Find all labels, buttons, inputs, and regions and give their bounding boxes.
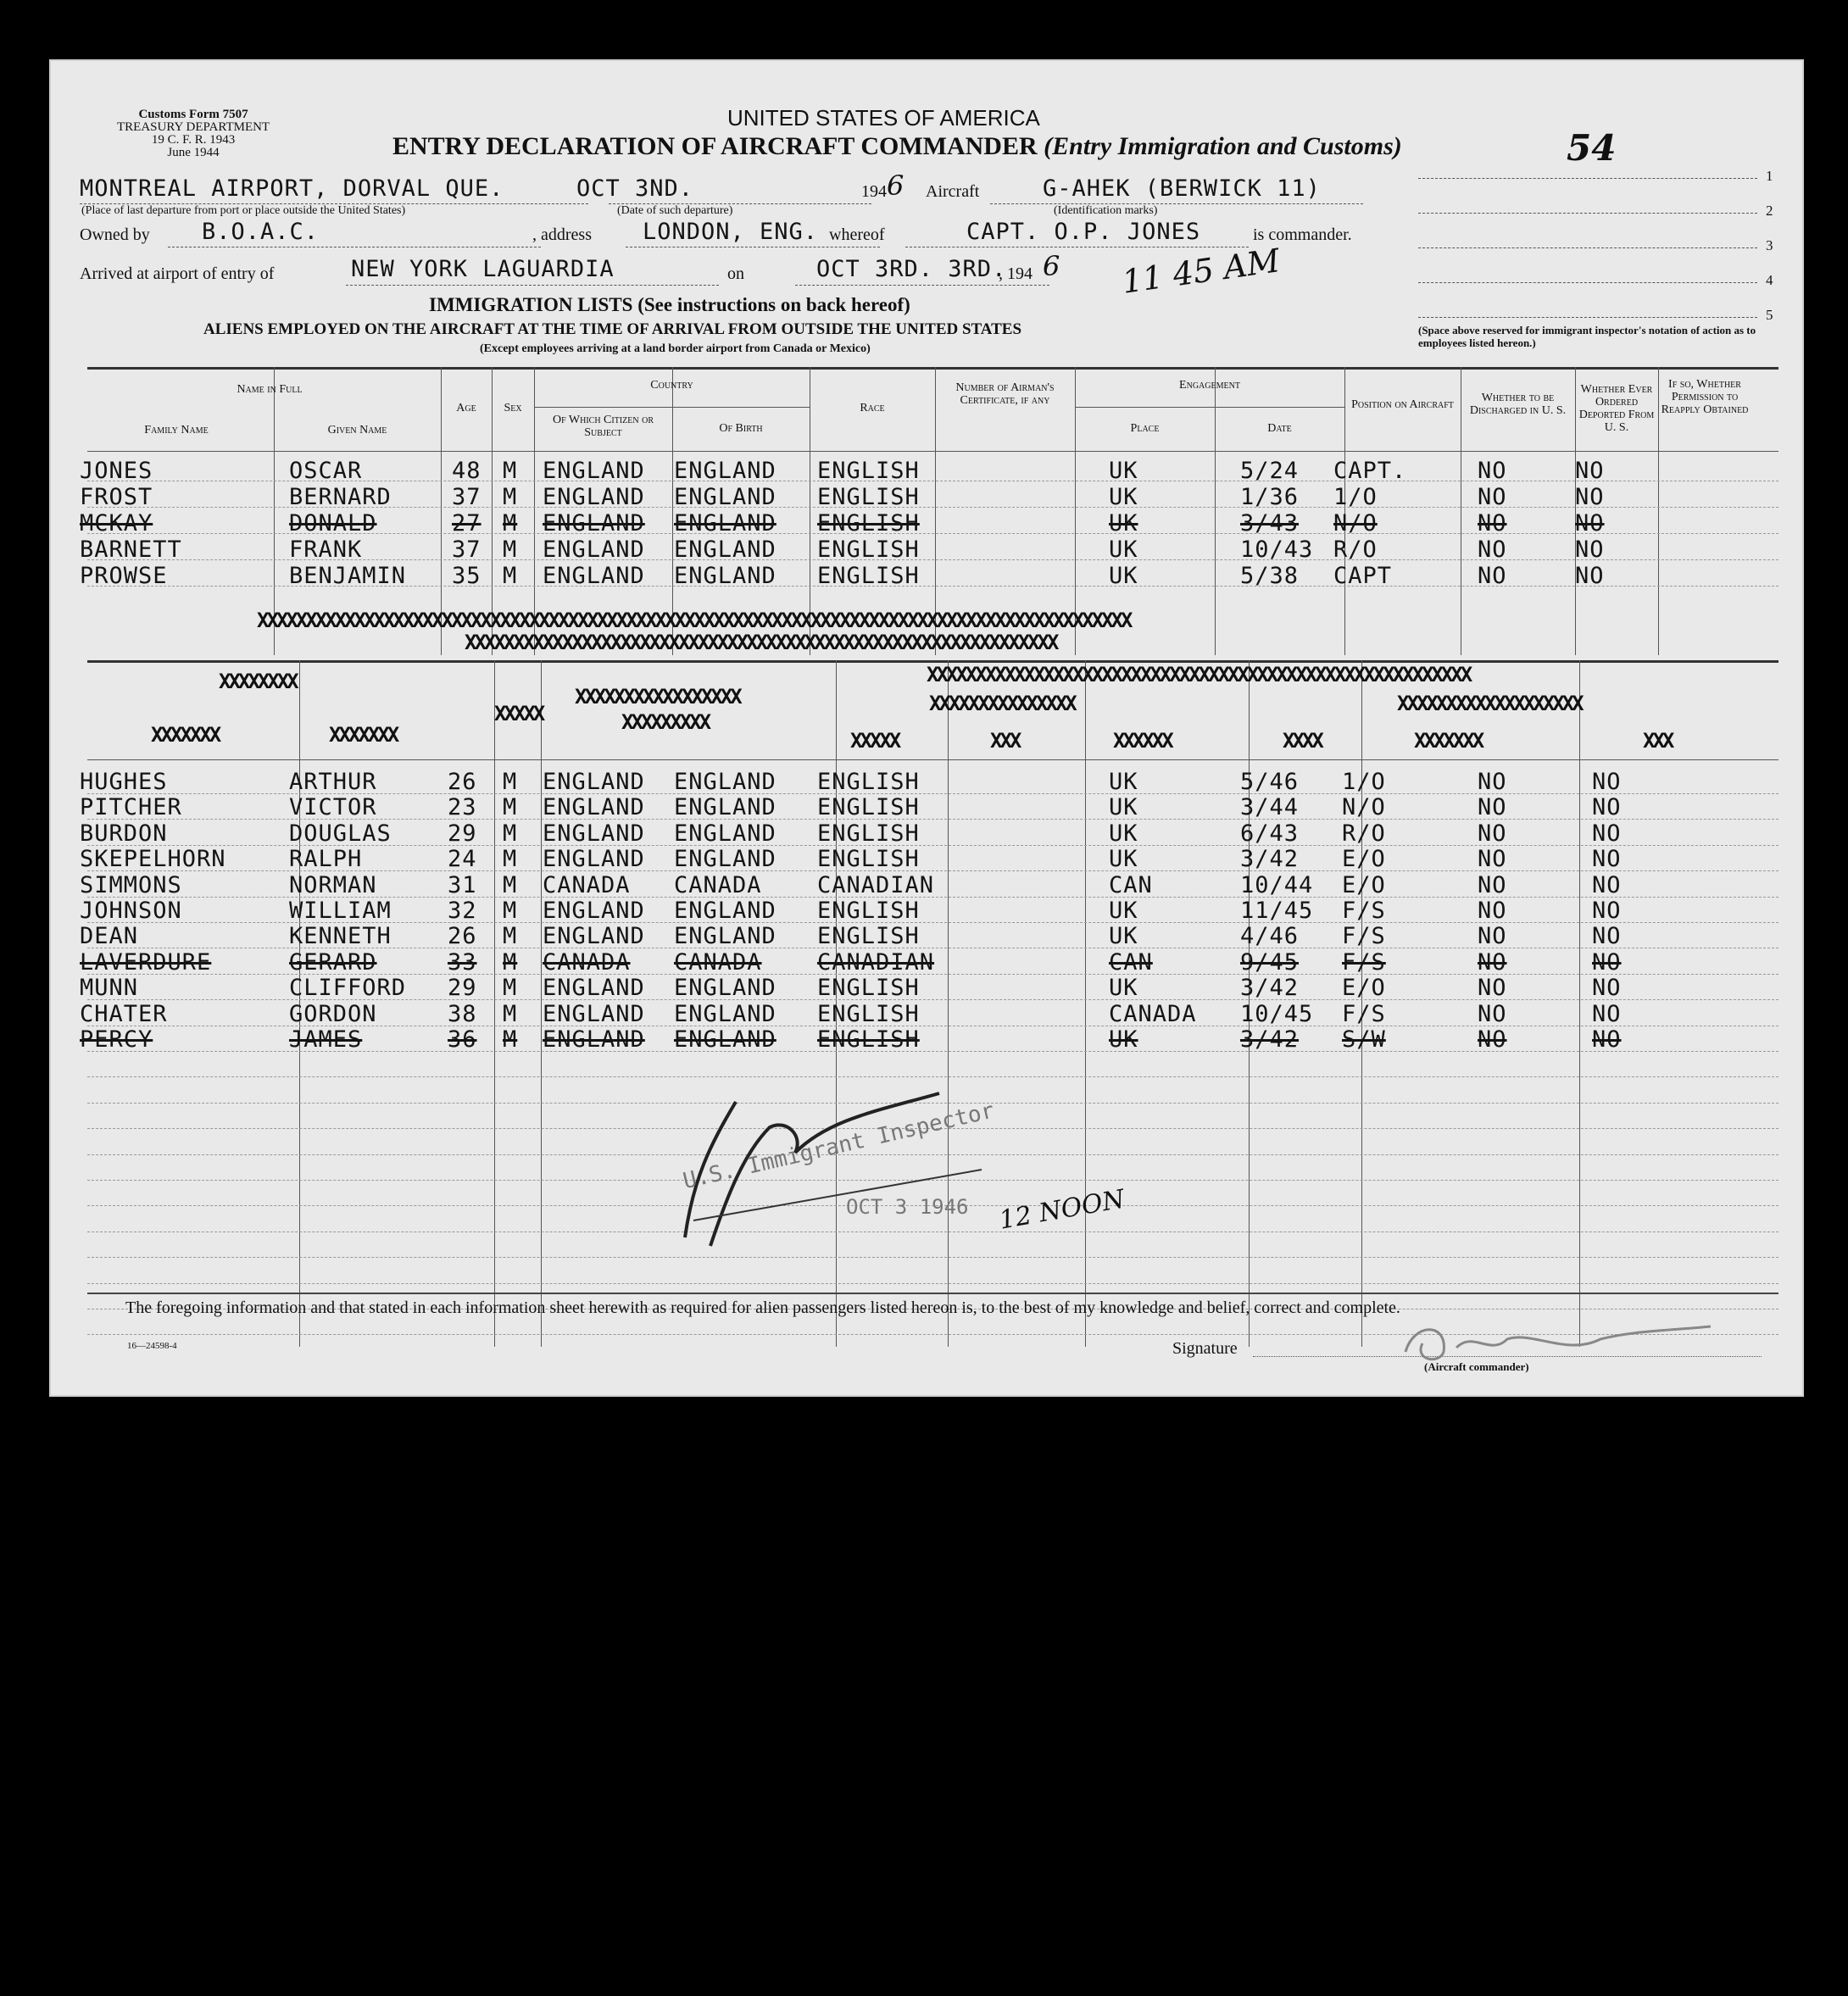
cell-given: BENJAMIN: [289, 563, 407, 589]
cell-discharged: NO: [1478, 923, 1507, 950]
cell-sex: M: [503, 537, 518, 563]
cell-deported: NO: [1592, 898, 1622, 924]
cell-discharged: NO: [1478, 510, 1507, 537]
cell-sex: M: [503, 563, 518, 589]
whereof-label: whereof: [829, 225, 885, 244]
header-sex: Sex: [504, 402, 522, 414]
cell-citizen: ENGLAND: [543, 1026, 645, 1053]
cell-position: F/S: [1342, 898, 1386, 924]
cell-given: ARTHUR: [289, 769, 377, 795]
cell-sex: M: [503, 975, 518, 1002]
cell-deported: NO: [1592, 846, 1622, 873]
cell-family: DEAN: [80, 923, 139, 950]
header-name-in-full: Name in Full: [237, 383, 303, 396]
cell-birth: ENGLAND: [674, 846, 776, 873]
departure-date-caption: (Date of such departure): [617, 204, 733, 217]
cell-discharged: NO: [1478, 537, 1507, 563]
form-subtitle: (Entry Immigration and Customs): [1044, 132, 1402, 160]
cell-given: GORDON: [289, 1000, 377, 1027]
print-code: 16—24598-4: [127, 1341, 177, 1351]
cell-race: ENGLISH: [817, 975, 920, 1002]
cell-deported: NO: [1592, 948, 1622, 976]
reserved-line: [1418, 213, 1757, 214]
cell-sex: M: [503, 484, 518, 510]
cell-birth: CANADA: [674, 871, 762, 898]
cell-date: 11/45: [1240, 898, 1314, 924]
cell-sex: M: [503, 898, 518, 924]
cell-position: R/O: [1342, 820, 1386, 847]
cell-citizen: ENGLAND: [543, 537, 645, 563]
commander-label: is commander.: [1253, 225, 1352, 244]
cell-citizen: ENGLAND: [543, 898, 645, 924]
cell-deported: NO: [1592, 871, 1622, 898]
header-given-name: Given Name: [327, 424, 387, 436]
cell-age: 27: [452, 510, 481, 537]
cell-discharged: NO: [1478, 820, 1507, 847]
cell-given: BERNARD: [289, 484, 392, 510]
cell-family: MUNN: [80, 975, 139, 1002]
cell-place: UK: [1109, 923, 1138, 950]
cell-citizen: ENGLAND: [543, 846, 645, 873]
column-rule: [494, 660, 495, 1347]
cell-position: F/S: [1342, 923, 1386, 950]
header-age: Age: [456, 402, 476, 414]
column-rule: [1579, 660, 1580, 1347]
form-title-main: ENTRY DECLARATION OF AIRCRAFT COMMANDER: [392, 132, 1038, 160]
cell-sex: M: [503, 794, 518, 821]
arrival-time-note: 11 45 AM: [1119, 242, 1283, 301]
immigration-subtitle: ALIENS EMPLOYED ON THE AIRCRAFT AT THE TIME OF ARRIVAL FROM OUTSIDE THE UNITED STATES: [203, 320, 1022, 338]
cell-date: 3/42: [1240, 846, 1300, 873]
cell-position: F/S: [1342, 948, 1386, 976]
cell-deported: NO: [1575, 484, 1605, 510]
reserved-note: (Space above reserved for immigrant inspector's notation of action as to employees listed hereon.): [1418, 324, 1756, 349]
reserved-line-number: 5: [1766, 307, 1773, 323]
cell-birth: ENGLAND: [674, 458, 776, 484]
cell-deported: NO: [1592, 975, 1622, 1002]
cell-race: CANADIAN: [817, 948, 935, 976]
cell-race: CANADIAN: [817, 871, 935, 898]
cell-citizen: ENGLAND: [543, 975, 645, 1002]
reserved-line: [1418, 282, 1757, 283]
cell-position: 1/O: [1342, 769, 1386, 795]
header-deported: Whether Ever Ordered Deported From U. S.: [1578, 383, 1655, 434]
cell-date: 5/24: [1240, 458, 1300, 484]
cell-date: 5/38: [1240, 563, 1300, 589]
cell-given: DONALD: [289, 510, 377, 537]
cell-given: JAMES: [289, 1026, 363, 1053]
reserved-line-number: 2: [1766, 203, 1773, 219]
cell-sex: M: [503, 948, 518, 976]
cell-given: RALPH: [289, 846, 363, 873]
cell-sex: M: [503, 923, 518, 950]
cell-discharged: NO: [1478, 794, 1507, 821]
reserved-line-number: 4: [1766, 272, 1773, 288]
cell-citizen: ENGLAND: [543, 820, 645, 847]
cell-discharged: NO: [1478, 1000, 1507, 1027]
column-rule: [1215, 367, 1216, 655]
cell-family: SKEPELHORN: [80, 846, 226, 873]
cell-sex: M: [503, 458, 518, 484]
cell-family: PROWSE: [80, 563, 168, 589]
cell-birth: ENGLAND: [674, 563, 776, 589]
cell-discharged: NO: [1478, 484, 1507, 510]
header-position: Position on Aircraft: [1351, 398, 1454, 411]
reserved-line: [1418, 178, 1757, 179]
cell-place: UK: [1109, 846, 1138, 873]
cell-age: 35: [452, 563, 481, 589]
cell-date: 3/42: [1240, 1026, 1300, 1053]
cell-citizen: ENGLAND: [543, 923, 645, 950]
cell-deported: NO: [1592, 923, 1622, 950]
column-rule: [1085, 660, 1086, 1347]
cell-given: GERARD: [289, 948, 377, 976]
column-rule: [541, 660, 542, 1347]
cell-birth: ENGLAND: [674, 820, 776, 847]
cell-date: 4/46: [1240, 923, 1300, 950]
header-reapply: If so, Whether Permission to Reapply Obtained: [1661, 378, 1749, 416]
cell-position: F/S: [1342, 1000, 1386, 1027]
cell-given: KENNETH: [289, 923, 392, 950]
cell-place: CANADA: [1109, 1000, 1197, 1027]
declaration-text: The foregoing information and that stated in each information sheet herewith as required for alien passengers listed hereon is, to the best of my knowledge and belief, correct and complete.: [125, 1298, 1400, 1317]
cell-sex: M: [503, 871, 518, 898]
cell-family: JOHNSON: [80, 898, 182, 924]
cell-discharged: NO: [1478, 975, 1507, 1002]
reserved-line: [1418, 317, 1757, 318]
country-title: UNITED STATES OF AMERICA: [727, 105, 1040, 131]
cell-position: 1/O: [1333, 484, 1378, 510]
cell-deported: NO: [1575, 510, 1605, 537]
arrival-year-digit: 6: [1043, 250, 1060, 282]
cell-birth: ENGLAND: [674, 1000, 776, 1027]
cell-place: UK: [1109, 769, 1138, 795]
cell-place: UK: [1109, 563, 1138, 589]
reserved-line: [1418, 247, 1757, 248]
owner-name: B.O.A.C.: [202, 219, 320, 245]
cell-citizen: ENGLAND: [543, 563, 645, 589]
cell-discharged: NO: [1478, 769, 1507, 795]
cell-place: CAN: [1109, 871, 1153, 898]
header-bottom-rule: [87, 451, 1778, 452]
cell-race: ENGLISH: [817, 794, 920, 821]
cell-discharged: NO: [1478, 871, 1507, 898]
cell-citizen: ENGLAND: [543, 458, 645, 484]
cell-age: 38: [448, 1000, 477, 1027]
stamp-title: U.S. Immigrant Inspector: [681, 1098, 997, 1195]
aircraft-caption: (Identification marks): [1054, 204, 1158, 217]
cell-date: 10/43: [1240, 537, 1314, 563]
reserved-line-number: 3: [1766, 237, 1773, 253]
table-top-rule: [87, 367, 1778, 370]
cell-deported: NO: [1575, 563, 1605, 589]
cell-birth: CANADA: [674, 948, 762, 976]
cell-citizen: ENGLAND: [543, 510, 645, 537]
cell-family: PERCY: [80, 1026, 153, 1053]
cell-race: ENGLISH: [817, 458, 920, 484]
cell-age: 29: [448, 975, 477, 1002]
cell-date: 3/44: [1240, 794, 1300, 821]
reserved-line-number: 1: [1766, 168, 1773, 184]
cell-race: ENGLISH: [817, 510, 920, 537]
cell-citizen: CANADA: [543, 871, 631, 898]
cell-age: 26: [448, 923, 477, 950]
department: TREASURY DEPARTMENT: [117, 120, 270, 134]
cell-given: NORMAN: [289, 871, 377, 898]
cell-birth: ENGLAND: [674, 769, 776, 795]
crossed-out-heading-1: XXXXXXXXXXXXXXXXXXXXXXXXXXXXXXXXXXXXXXXXXXXXXXXXXXXXXXXXXXXXXXXXXXXXXXXXXXXXXXXXXXXXXXXXXX: [257, 609, 1131, 632]
cell-age: 29: [448, 820, 477, 847]
cell-birth: ENGLAND: [674, 975, 776, 1002]
cell-family: BARNETT: [80, 537, 182, 563]
stamp-date: OCT 3 1946: [846, 1195, 969, 1219]
arrival-label: Arrived at airport of entry of: [80, 264, 275, 283]
cell-citizen: ENGLAND: [543, 484, 645, 510]
cell-position: E/O: [1342, 975, 1386, 1002]
cell-discharged: NO: [1478, 948, 1507, 976]
engagement-rule: [1075, 407, 1344, 408]
cell-date: 5/46: [1240, 769, 1300, 795]
cell-race: ENGLISH: [817, 1026, 920, 1053]
form-number-block: [117, 108, 270, 159]
cell-citizen: ENGLAND: [543, 1000, 645, 1027]
cfr: 19 C. F. R. 1943: [151, 133, 236, 147]
cell-race: ENGLISH: [817, 537, 920, 563]
owned-by-label: Owned by: [80, 225, 150, 244]
cell-citizen: ENGLAND: [543, 794, 645, 821]
crossed-out-subheader: XXXXXXXX: [219, 670, 297, 693]
cell-position: CAPT: [1333, 563, 1393, 589]
cell-age: 26: [448, 769, 477, 795]
edition: June 1944: [167, 146, 220, 159]
subheader-bottom-rule: [87, 759, 1778, 760]
cell-place: UK: [1109, 794, 1138, 821]
cell-race: ENGLISH: [817, 484, 920, 510]
cell-position: R/O: [1333, 537, 1378, 563]
immigration-title: IMMIGRATION LISTS (See instructions on back hereof): [429, 294, 910, 315]
cell-position: E/O: [1342, 846, 1386, 873]
cell-age: 32: [448, 898, 477, 924]
cell-position: E/O: [1342, 871, 1386, 898]
form-number: Customs Form 7507: [138, 108, 248, 121]
cell-birth: ENGLAND: [674, 510, 776, 537]
header-engagement: Engagement: [1179, 379, 1240, 392]
cell-race: ENGLISH: [817, 846, 920, 873]
cell-birth: ENGLAND: [674, 923, 776, 950]
cell-deported: NO: [1592, 1026, 1622, 1053]
form-title: [392, 132, 1402, 161]
cell-discharged: NO: [1478, 846, 1507, 873]
cell-given: DOUGLAS: [289, 820, 392, 847]
cell-sex: M: [503, 769, 518, 795]
cell-place: UK: [1109, 484, 1138, 510]
header-place: Place: [1130, 422, 1160, 435]
cell-citizen: ENGLAND: [543, 769, 645, 795]
cell-birth: ENGLAND: [674, 794, 776, 821]
aircraft-label: Aircraft: [926, 182, 980, 201]
cell-position: CAPT.: [1333, 458, 1407, 484]
signature-label: Signature: [1172, 1339, 1238, 1358]
cell-given: CLIFFORD: [289, 975, 407, 1002]
cell-date: 3/42: [1240, 975, 1300, 1002]
header-certificate: Number of Airman's Certificate, if any: [955, 381, 1055, 407]
cell-date: 3/43: [1240, 510, 1300, 537]
commander-name: CAPT. O.P. JONES: [966, 219, 1201, 245]
cell-position: N/O: [1342, 794, 1386, 821]
cell-age: 33: [448, 948, 477, 976]
cell-family: FROST: [80, 484, 153, 510]
cell-given: VICTOR: [289, 794, 377, 821]
cell-citizen: CANADA: [543, 948, 631, 976]
header-date: Date: [1267, 422, 1292, 435]
document-page: Customs Form 7507 TREASURY DEPARTMENT 19 C. F. R. 1943 June 1944 UNITED STATES OF AMERICA ENTRY DECLARATION OF AIRCRAFT COMMANDER (Entry Immigration and Customs) 54 1 2 3 4 5 MONTREAL AIRPORT, DORVAL QUE. (Place of last departure from port or place outside the United States) OCT 3ND. (Date of such departure) 194 6 Aircraft G-AHEK (BERWICK 11) (Identification marks) Owned by B.O.A.C. , address LONDON, ENG. whereof CAPT. O.P. JONES is commander. Arrived at airport of entry of NEW YORK LAGUARDIA on OCT 3RD. 3RD. , 194 6 11 45 AM IMMIGRATION LISTS (See instructions on back hereof) ALIENS EMPLOYED ON THE AIRCRAFT AT THE TIME OF ARRIVAL FROM OUTSIDE THE UNITED STATES (Except employees arriving at a land border airport from Canada or Mexico) (Space above reserved for immigrant inspector's notation of action as to employees listed hereon.) Name in Full Family Name Given Name Age Sex Country Of Which Citizen or Subject Of Birth Race Number of Airman's Certificate, if any Engagement Place Date Position on Aircraft Whether to be Discharged in U. S. Whether Ever Ordered Deported From U. S. If so, Whether Permission to Reapply Obtained JONES OSCAR 48 M ENGLAND ENGLAND ENGLISH UK 5/24 CAPT. NO NO FROST BERNARD 37 M ENGLAND ENGLAND ENGLISH UK 1/36 1/O NO NO MCKAY DONALD 27 M ENGLAND ENGLAND ENGLISH UK 3/43 N/O NO NO BARNETT FRANK 37 M ENGLAND ENGLAND ENGLISH UK 10/43 R/O NO NO PROWSE BENJAMIN 35 M ENGLAND ENGLAND ENGLISH UK 5/38 CAPT NO NO HUGHES ARTHUR 26 M ENGLAND ENGLAND ENGLISH UK 5/46 1/O NO NO PITCHER VICTOR 23 M ENGLAND ENGLAND ENGLISH UK 3/44 N/O NO NO BURDON DOUGLAS 29 M ENGLAND ENGLAND ENGLISH UK 6/43 R/O NO NO SKEPELHORN RALPH 24 M ENGLAND ENGLAND ENGLISH UK 3/42 E/O NO NO SIMMONS NORMAN 31 M CANADA CANADA CANADIAN CAN 10/44 E/O NO NO JOHNSON WILLIAM 32 M ENGLAND ENGLAND ENGLISH UK 11/45 F/S NO NO DEAN KENNETH 26 M ENGLAND ENGLAND ENGLISH UK 4/46 F/S NO NO LAVERDURE GERARD 33 M CANADA CANADA CANADIAN CAN 9/45 F/S NO NO MUNN CLIFFORD 29 M ENGLAND ENGLAND ENGLISH UK 3/42 E/O NO NO CHATER GORDON 38 M ENGLAND ENGLAND ENGLISH CANADA 10/45 F/S NO NO PERCY JAMES 36 M ENGLAND ENGLAND ENGLISH UK 3/42 S/W NO NO XXXXXXXXXXXXXXXXXXXXXXXXXXXXXXXXXXXXXXXXXXXXXXXXXXXXXXXXXXXXXXXXXXXXXXXXXXXXXXXXXXXXXXXXXX XXXXXXXXXXXXXXXXXXXXXXXXXXXXXXXXXXXXXXXXXXXXXXXXXXXXXXXXXXXXX XXXXXXXX XXXXXXX XXXXXXX XXXXX XXXXXXXXXXXXXXXXX XXXXXXXXX XXXXXXXXXXXXXXXXXXXXXXXXXXXXXXXXXXXXXXXXXXXXXXXXXXXXXXXX XXXXXXXXXXXXXXX XXXXXXXXXXXXXXXXXXX XXXXX XXX XXXXXX XXXX XXXXXXX XXX U.S. Immigrant Inspector OCT 3 1946 12 NOON The foregoing information and that stated in each information sheet herewith as required for alien passengers listed hereon is, to the best of my knowledge and belief, correct and complete. 16—24598-4 Signature (Aircraft commander): [49, 59, 1804, 1397]
cell-sex: M: [503, 1026, 518, 1053]
cell-date: 6/43: [1240, 820, 1300, 847]
cell-age: 24: [448, 846, 477, 873]
cell-deported: NO: [1575, 458, 1605, 484]
cell-given: WILLIAM: [289, 898, 392, 924]
stamp-time: 12 NOON: [997, 1184, 1127, 1236]
cell-birth: ENGLAND: [674, 898, 776, 924]
cell-discharged: NO: [1478, 458, 1507, 484]
cell-race: ENGLISH: [817, 923, 920, 950]
cell-age: 23: [448, 794, 477, 821]
arrival-on-label: on: [727, 264, 744, 283]
cell-sex: M: [503, 1000, 518, 1027]
header-family-name: Family Name: [144, 424, 209, 436]
cell-birth: ENGLAND: [674, 1026, 776, 1053]
crossed-out-heading-2: XXXXXXXXXXXXXXXXXXXXXXXXXXXXXXXXXXXXXXXXXXXXXXXXXXXXXXXXXXXXX: [465, 631, 1057, 654]
cell-place: UK: [1109, 898, 1138, 924]
cell-family: MCKAY: [80, 510, 153, 537]
cell-family: LAVERDURE: [80, 948, 212, 976]
cell-position: S/W: [1342, 1026, 1386, 1053]
cell-place: UK: [1109, 1026, 1138, 1053]
cell-date: 1/36: [1240, 484, 1300, 510]
header-country: Country: [650, 379, 693, 392]
cell-family: PITCHER: [80, 794, 182, 821]
cell-position: N/O: [1333, 510, 1378, 537]
departure-year-digit: 6: [887, 170, 905, 202]
cell-place: UK: [1109, 537, 1138, 563]
cell-age: 48: [452, 458, 481, 484]
address-label: , address: [532, 225, 592, 244]
cell-deported: NO: [1575, 537, 1605, 563]
cell-deported: NO: [1592, 794, 1622, 821]
cell-race: ENGLISH: [817, 1000, 920, 1027]
cell-discharged: NO: [1478, 563, 1507, 589]
departure-year-prefix: 194: [861, 182, 887, 201]
cell-age: 36: [448, 1026, 477, 1053]
cell-place: UK: [1109, 975, 1138, 1002]
cell-family: SIMMONS: [80, 871, 182, 898]
cell-age: 37: [452, 537, 481, 563]
header-birth: Of Birth: [719, 422, 763, 435]
cell-date: 10/44: [1240, 871, 1314, 898]
header-citizen: Of Which Citizen or Subject: [552, 414, 654, 439]
cell-birth: ENGLAND: [674, 484, 776, 510]
owner-address: LONDON, ENG.: [643, 219, 819, 245]
cell-age: 31: [448, 871, 477, 898]
cell-place: UK: [1109, 458, 1138, 484]
cell-sex: M: [503, 846, 518, 873]
cell-age: 37: [452, 484, 481, 510]
cell-place: UK: [1109, 820, 1138, 847]
immigration-note: (Except employees arriving at a land border airport from Canada or Mexico): [480, 342, 871, 355]
cell-given: OSCAR: [289, 458, 363, 484]
aircraft-id: G-AHEK (BERWICK 11): [1043, 175, 1321, 202]
header-discharged: Whether to be Discharged in U. S.: [1469, 392, 1567, 417]
cell-race: ENGLISH: [817, 769, 920, 795]
arrival-airport: NEW YORK LAGUARDIA: [351, 256, 615, 282]
cell-deported: NO: [1592, 1000, 1622, 1027]
page-number: 54: [1567, 127, 1617, 169]
cell-discharged: NO: [1478, 1026, 1507, 1053]
cell-race: ENGLISH: [817, 820, 920, 847]
departure-place: MONTREAL AIRPORT, DORVAL QUE.: [80, 175, 504, 202]
cell-family: HUGHES: [80, 769, 168, 795]
departure-place-caption: (Place of last departure from port or place outside the United States): [81, 204, 406, 217]
cell-race: ENGLISH: [817, 563, 920, 589]
arrival-date: OCT 3RD. 3RD.: [816, 256, 1007, 282]
cell-sex: M: [503, 510, 518, 537]
cell-family: BURDON: [80, 820, 168, 847]
header-race: Race: [860, 402, 885, 414]
cell-date: 9/45: [1240, 948, 1300, 976]
cell-given: FRANK: [289, 537, 363, 563]
cell-place: UK: [1109, 510, 1138, 537]
cell-birth: ENGLAND: [674, 537, 776, 563]
cell-deported: NO: [1592, 820, 1622, 847]
cell-family: CHATER: [80, 1000, 168, 1027]
cell-race: ENGLISH: [817, 898, 920, 924]
signature-caption: (Aircraft commander): [1424, 1360, 1529, 1373]
cell-place: CAN: [1109, 948, 1153, 976]
arrival-year-prefix: , 194: [999, 264, 1033, 283]
cell-family: JONES: [80, 458, 153, 484]
cell-deported: NO: [1592, 769, 1622, 795]
cell-sex: M: [503, 820, 518, 847]
cell-discharged: NO: [1478, 898, 1507, 924]
departure-date: OCT 3ND.: [576, 175, 694, 202]
cell-date: 10/45: [1240, 1000, 1314, 1027]
